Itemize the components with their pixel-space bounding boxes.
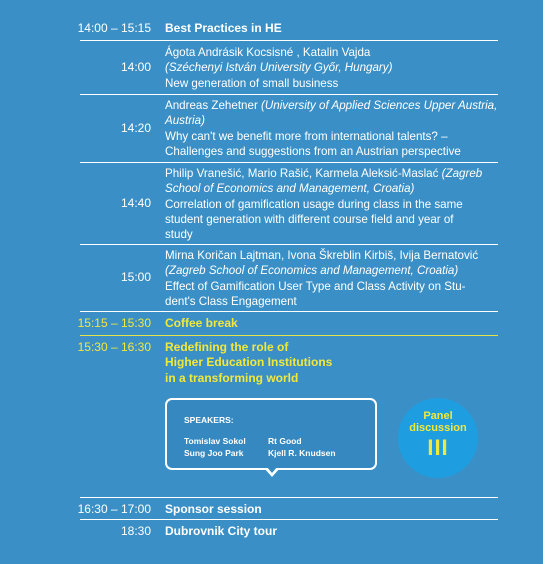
speaker-name: Tomislav Sokol (184, 436, 246, 446)
talk-title: New generation of small business (165, 76, 339, 90)
divider (80, 244, 498, 245)
talk-affiliation: (Zagreb (441, 167, 483, 180)
talk-time: 14:20 (120, 121, 151, 135)
session-time: 18:30 (120, 524, 151, 538)
session-time: 16:30 – 17:00 (77, 502, 151, 516)
talk-affiliation: (Széchenyi István University Győr, Hungary) (165, 61, 393, 75)
talk-time: 15:00 (120, 270, 151, 284)
session-title: Best Practices in HE (165, 21, 282, 35)
speakers-heading: SPEAKERS: (184, 415, 234, 425)
divider (80, 162, 498, 163)
session-title-line: in a transforming world (165, 370, 299, 385)
talk-title-line: Effect of Gamification User Type and Class Activity on Stu- (165, 279, 466, 293)
divider (80, 335, 498, 336)
talk-authors-line (165, 166, 510, 181)
session-time: 15:30 – 16:30 (77, 340, 151, 354)
badge-number: III (427, 435, 449, 460)
badge-label: discussion (409, 422, 467, 434)
talk-title-line: Why can't we benefit more from international talents? – (165, 129, 448, 143)
divider (80, 94, 498, 95)
talk-affiliation-cont: Austria) (165, 114, 205, 128)
speaker-name: Rt Good (268, 436, 302, 446)
session-title: Coffee break (165, 316, 238, 330)
speakers-callout (165, 398, 377, 470)
session-title-line: Redefining the role of (165, 340, 289, 354)
talk-affiliation: (University of Applied Sciences Upper Austria, (261, 99, 498, 112)
talk-details (165, 166, 510, 242)
talk-title-line: student generation with different course field and year of (165, 212, 454, 226)
talk-authors: Andreas Zehetner (165, 99, 258, 112)
divider (80, 519, 498, 520)
callout-pointer-inner (267, 467, 277, 473)
session-time: 15:15 – 15:30 (77, 316, 151, 330)
session-title: Dubrovnik City tour (165, 524, 278, 538)
talk-details (165, 248, 510, 309)
session-title: Sponsor session (165, 502, 262, 516)
talk-affiliation: (Zagreb School of Economics and Management, Croatia) (165, 264, 459, 278)
session-title (165, 340, 510, 386)
talk-title-line: dent's Class Engagement (165, 294, 297, 308)
talk-time: 14:00 (120, 60, 151, 74)
talk-title-line: Correlation of gamification usage during class in the same (165, 197, 463, 211)
divider (80, 40, 498, 41)
divider (80, 497, 498, 498)
talk-title-line: study (165, 228, 193, 242)
talk-affiliation-cont: School of Economics and Management, Croatia) (165, 182, 415, 196)
talk-authors-line (165, 98, 510, 113)
talk-time: 14:40 (120, 196, 151, 210)
speaker-name: Kjell R. Knudsen (268, 448, 336, 458)
speaker-name: Sung Joo Park (184, 448, 244, 458)
talk-details (165, 45, 510, 91)
talk-authors: Mirna Koričan Lajtman, Ivona Škreblin Kirbiš, Ivija Bernatović (165, 249, 479, 262)
panel-discussion-badge (398, 398, 478, 478)
badge-label: Panel (423, 410, 453, 422)
session-time: 14:00 – 15:15 (77, 21, 151, 35)
talk-authors: Ágota Andrásik Kocsisné , Katalin Vajda (165, 46, 371, 59)
session-title-line: Higher Education Institutions (165, 355, 333, 370)
talk-details (165, 98, 510, 159)
divider (80, 311, 498, 312)
talk-title-line: Challenges and suggestions from an Austrian perspective (165, 144, 461, 158)
talk-authors: Philip Vranešić, Mario Rašić, Karmela Aleksić-Maslać (165, 167, 439, 180)
